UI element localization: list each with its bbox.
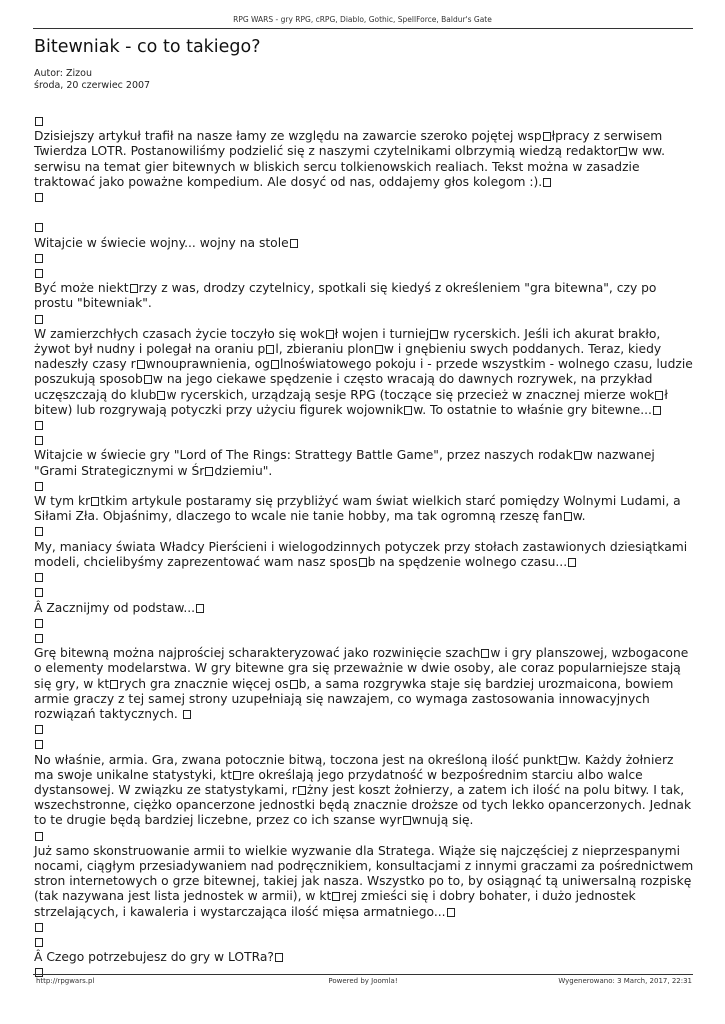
- missing-glyph-icon: [543, 132, 551, 141]
- missing-glyph-icon: [233, 771, 241, 780]
- missing-glyph-icon: [196, 604, 204, 613]
- missing-glyph-icon: [447, 908, 455, 917]
- missing-glyph-icon: [653, 406, 661, 415]
- missing-glyph-icon: [137, 360, 145, 369]
- article-paragraph: [34, 190, 694, 205]
- missing-glyph-icon: [404, 406, 412, 415]
- missing-glyph-icon: [35, 223, 43, 232]
- missing-glyph-icon: [35, 725, 43, 734]
- article-paragraph: No właśnie, armia. Gra, zwana potocznie bitwą, toczona jest na określoną ilość punkt w. Każdy żołnierz ma swoje unikalne statystyki, kt re określają jego przydatność w bezpośrednim starciu albo walce dystansowej. W związku ze statystykami, r żny jest koszt żołnierzy, a zatem ich ilość na polu bitwy. I tak, wszechstronne, ciężko opancerzone jednostki będą znacznie droższe od tych lekko opancerzonych. Jednak to te drugie będą bardziej liczebne, przez co ich szanse wyr wnują się.: [34, 752, 692, 828]
- missing-glyph-icon: [35, 619, 43, 628]
- missing-glyph-icon: [481, 649, 489, 658]
- missing-glyph-icon: [183, 710, 191, 719]
- footer-divider: [33, 974, 693, 975]
- missing-glyph-icon: [35, 269, 43, 278]
- missing-glyph-icon: [543, 178, 551, 187]
- missing-glyph-icon: [290, 239, 298, 248]
- missing-glyph-icon: [266, 345, 274, 354]
- missing-glyph-icon: [655, 391, 663, 400]
- missing-glyph-icon: [35, 436, 43, 445]
- missing-glyph-icon: [271, 360, 279, 369]
- missing-glyph-icon: [144, 375, 152, 384]
- article-paragraph: [34, 114, 694, 129]
- article-paragraph: [34, 433, 694, 448]
- missing-glyph-icon: [568, 558, 576, 567]
- missing-glyph-icon: [35, 421, 43, 430]
- missing-glyph-icon: [275, 953, 283, 962]
- article-date: środa, 20 czerwiec 2007: [34, 80, 151, 91]
- article-paragraph: W zamierzchłych czasach życie toczyło się wok ł wojen i turniej w rycerskich. Jeśli ich akurat brakło, żywot był nudny i polegał na oraniu p l, zbieraniu plon w i gnębieniu swych poddanych. Teraz, kiedy nadeszły czasy r wnouprawnienia, og lnoświatowego pokoju i - przede wszystkim - wolnego czasu, ludzie poszukują sposob w na jego ciekawe spędzenie i często wracają do dawnych rozrywek, na przykład uczęszczają do klub w rycerskich, urządzają sesje RPG (toczące się przecież w znacznej mierze wok ł bitew) lub rozgrywają potyczki przy użyciu figurek wojownik w. To ostatnie to właśnie gry bitewne...: [34, 326, 693, 417]
- missing-glyph-icon: [375, 345, 383, 354]
- missing-glyph-icon: [157, 391, 165, 400]
- site-header-title: RPG WARS - gry RPG, cRPG, Diablo, Gothic, SpellForce, Baldur's Gate: [233, 15, 492, 24]
- missing-glyph-icon: [35, 315, 43, 324]
- article-meta: [34, 68, 150, 92]
- article-paragraph: [34, 418, 694, 433]
- missing-glyph-icon: [35, 740, 43, 749]
- missing-glyph-icon: [35, 938, 43, 947]
- missing-glyph-icon: [564, 512, 572, 521]
- article-paragraph: [34, 524, 694, 539]
- missing-glyph-icon: [35, 117, 43, 126]
- missing-glyph-icon: [35, 832, 43, 841]
- missing-glyph-icon: [290, 680, 298, 689]
- footer-site-url[interactable]: http://rpgwars.pl: [36, 977, 95, 985]
- missing-glyph-icon: [35, 527, 43, 536]
- article-paragraph: Już samo skonstruowanie armii to wielkie wyzwanie dla Stratega. Wiąże się najczęściej z nieprzespanymi nocami, ciągłym przesiadywaniem nad podręcznikiem, konsultacjami z innymi graczami za pośrednictwem stron internetowych o grze bitewnej, takiej jak nasza. Wszystko po to, by osiągnąć tą uniwersalną rozpiskę (tak nazywana jest lista jednostek w armii), w kt rej zmieści się i dobry bohater, i dużo jednostek strzelających, i kawaleria i wystarczająca ilość mięsa armatniego...: [34, 843, 694, 919]
- missing-glyph-icon: [35, 254, 43, 263]
- missing-glyph-icon: [205, 467, 213, 476]
- article-paragraph: [34, 616, 694, 631]
- article-paragraph: My, maniacy świata Władcy Pierścieni i wielogodzinnych potyczek przy stołach zastawionych dziesiątkami modeli, chcielibyśmy zaprezentować wam nasz spos b na spędzenie wolnego czasu...: [34, 539, 688, 569]
- article-paragraph: [34, 722, 694, 737]
- missing-glyph-icon: [298, 786, 306, 795]
- article-paragraph: [34, 829, 694, 844]
- article-title: Bitewniak - co to takiego?: [34, 37, 261, 57]
- article-paragraph: [34, 631, 694, 646]
- missing-glyph-icon: [35, 634, 43, 643]
- missing-glyph-icon: [574, 451, 582, 460]
- article-paragraph: [34, 935, 694, 950]
- article-paragraph: [34, 251, 694, 266]
- missing-glyph-icon: [332, 892, 340, 901]
- missing-glyph-icon: [619, 147, 627, 156]
- article-paragraph: [34, 266, 694, 281]
- article-paragraph: Witajcie w świecie wojny... wojny na stole: [34, 236, 694, 251]
- article-paragraph: [34, 570, 694, 585]
- missing-glyph-icon: [326, 330, 334, 339]
- article-paragraph: W tym kr tkim artykule postaramy się przybliżyć wam świat wielkich starć pomiędzy Wolnymi Ludami, a Siłami Zła. Objaśnimy, dlaczego to wcale nie tanie hobby, ma tak ogromną rzeszę fan w.: [34, 494, 681, 524]
- article-body: [34, 114, 694, 981]
- article-paragraph: [34, 312, 694, 327]
- article-paragraph: Być może niekt rzy z was, drodzy czytelnicy, spotkali się kiedyś z określeniem "gra bitewna", czy po prostu "bitewniak".: [34, 281, 657, 311]
- missing-glyph-icon: [559, 756, 567, 765]
- article-paragraph: [34, 220, 694, 235]
- article-paragraph: Â Czego potrzebujesz do gry w LOTRa?: [34, 950, 694, 965]
- missing-glyph-icon: [35, 193, 43, 202]
- article-paragraph: [34, 479, 694, 494]
- missing-glyph-icon: [403, 816, 411, 825]
- footer-generated-date: Wygenerowano: 3 March, 2017, 22:31: [558, 977, 692, 985]
- article-paragraph: [34, 920, 694, 935]
- article-paragraph: [34, 205, 694, 220]
- article-paragraph: Grę bitewną można najprościej scharakteryzować jako rozwinięcie szach w i gry planszowej, wzbogacone o elementy modelarstwa. W gry bitewne gra się przeważnie w dwie osoby, ale coraz popularniejsze stają się gry, w kt rych gra znacznie więcej os b, a sama rozgrywka staje się bardziej urozmaicona, bowiem armie graczy z tej samej strony uzupełniają się nawzajem, co wymaga zastosowania innowacyjnych rozwiązań taktycznych.: [34, 646, 689, 721]
- missing-glyph-icon: [430, 330, 438, 339]
- article-author: Autor: Zizou: [34, 68, 92, 79]
- article-paragraph: [34, 585, 694, 600]
- missing-glyph-icon: [35, 923, 43, 932]
- article-paragraph: Dzisiejszy artykuł trafił na nasze łamy ze względu na zawarcie szeroko pojętej wsp łpracy z serwisem Twierdza LOTR. Postanowiliśmy podzielić się z naszymi czytelnikami olbrzymią wiedzą redaktor w ww. serwisu na temat gier bitewnych w bliskich sercu tolkienowskich realiach. Tekst można w zasadzie traktować jako poważne kompedium. Ale dosyć od nas, oddajemy głos kolegom :).: [34, 129, 666, 189]
- article-paragraph: [34, 737, 694, 752]
- missing-glyph-icon: [110, 680, 118, 689]
- missing-glyph-icon: [130, 284, 138, 293]
- article-paragraph: Â Zacznijmy od podstaw...: [34, 601, 694, 616]
- missing-glyph-icon: [91, 497, 99, 506]
- header-divider: [33, 28, 693, 29]
- missing-glyph-icon: [35, 588, 43, 597]
- missing-glyph-icon: [35, 573, 43, 582]
- missing-glyph-icon: [359, 558, 367, 567]
- article-paragraph: Witajcie w świecie gry "Lord of The Rings: Strattegy Battle Game", przez naszych rodak w nazwanej "Grami Strategicznymi w Śr dziemiu".: [34, 448, 655, 478]
- footer-powered-by: Powered by Joomla!: [328, 977, 398, 985]
- missing-glyph-icon: [35, 482, 43, 491]
